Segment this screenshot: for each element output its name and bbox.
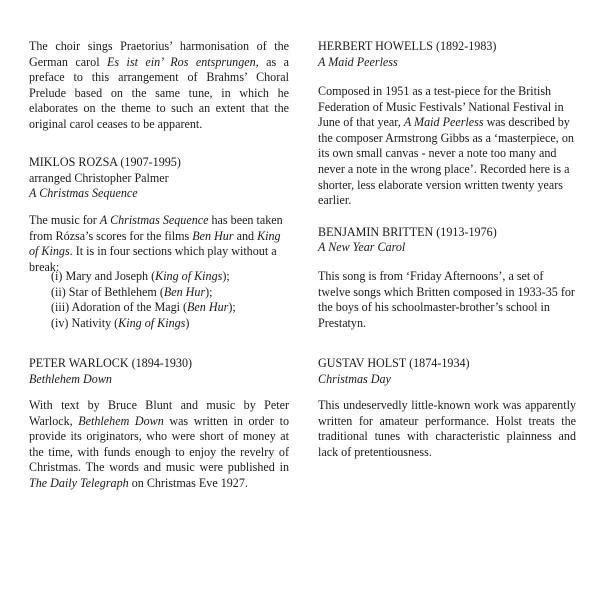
intro-carol-title: Es ist ein’ Ros entsprungen — [107, 54, 256, 69]
list-item: (ii) Star of Bethlehem (Ben Hur); — [51, 284, 213, 299]
britten-dates: (1913-1976) — [436, 225, 497, 239]
brahms-intro-paragraph — [29, 39, 289, 133]
rozsa-desc-4: . It is in four sections which play without a break: — [29, 244, 277, 274]
warlock-dates: (1894-1930) — [131, 356, 193, 370]
list-item: (i) Mary and Joseph (King of Kings); — [51, 269, 230, 283]
warlock-desc-1: With text by Bruce Blunt and music by Peter Warlock, — [29, 398, 289, 428]
rozsa-desc-film-b: King of Kings — [29, 228, 281, 259]
howells-description — [318, 84, 576, 209]
rozsa-dates: (1907-1995) — [120, 155, 181, 169]
rozsa-desc-2: has been taken from Rózsa’s scores for the films — [29, 213, 283, 243]
britten-description: This song is from ‘Friday Afternoons’, a set of twelve songs which Britten composed in 1933-35 for the boys of his schoolmaster-brother’s school in Prestatyn. — [318, 269, 575, 330]
rozsa-desc-film-a: Ben Hur — [192, 228, 234, 243]
rozsa-arranger: arranged Christopher Palmer — [29, 171, 169, 185]
holst-work-title: Christmas Day — [318, 372, 391, 386]
rozsa-desc-1: The music for — [29, 213, 100, 227]
list-item: (iv) Nativity (King of Kings) — [51, 315, 190, 330]
howells-heading — [318, 39, 496, 55]
rozsa-desc-3: and — [233, 228, 258, 243]
howells-desc-1: Composed in 1951 as a test-piece for the British Federation of Music Festivals’ National Festival in June of that year, — [318, 84, 564, 130]
howells-work-title: A Maid Peerless — [318, 55, 398, 69]
rozsa-composer-name: MIKLOS ROZSA — [29, 155, 118, 169]
howells-composer-name: HERBERT HOWELLS — [318, 39, 433, 53]
rozsa-sections-list — [51, 269, 236, 331]
rozsa-heading — [29, 155, 181, 171]
rozsa-desc-work: A Christmas Sequence — [99, 213, 209, 227]
warlock-desc-2: was written in order to provide its originators, who were short of money at the time, with funds enough to enjoy the revelry of Christmas. The words and music were published in — [29, 413, 289, 475]
britten-composer-name: BENJAMIN BRITTEN — [318, 225, 434, 239]
britten-heading — [318, 225, 497, 241]
warlock-desc-newspaper: The Daily Telegraph — [29, 475, 129, 490]
rozsa-work-title: A Christmas Sequence — [29, 186, 138, 200]
howells-desc-2: was described by the composer Armstrong Gibbs as a ‘masterpiece, on its own small canvas - never a note too many and never a note in the wrong place’. Recorded here is a shorter, less elaborate version written twenty years earlier. — [318, 115, 574, 208]
intro-text-1: The choir sings Praetorius’ harmonisation of the German carol — [29, 39, 289, 69]
howells-desc-work: A Maid Peerless — [403, 115, 484, 130]
rozsa-description — [29, 213, 289, 275]
britten-work-title: A New Year Carol — [318, 240, 406, 254]
holst-heading — [318, 356, 470, 372]
holst-description: This undeservedly little-known work was apparently written for amateur performance. Holst treats the traditional tunes with characteristic plainness and lack of pretentiousness. — [318, 398, 576, 459]
list-item: (iii) Adoration of the Magi (Ben Hur); — [51, 300, 236, 315]
warlock-composer-name: PETER WARLOCK — [29, 356, 129, 370]
holst-composer-name: GUSTAV HOLST — [318, 356, 407, 370]
warlock-desc-work: Bethlehem Down — [78, 413, 164, 428]
warlock-desc-3: on Christmas Eve 1927. — [128, 475, 248, 490]
holst-dates: (1874-1934) — [409, 356, 470, 370]
warlock-work-title: Bethlehem Down — [29, 372, 112, 386]
howells-dates: (1892-1983) — [435, 39, 497, 53]
warlock-heading — [29, 356, 192, 372]
intro-text-2: , as a preface to this arrangement of Brahms’ Choral Prelude based on the same tune, in which he elaborates on the theme to such an extent that the original carol ceases to be apparent. — [29, 54, 289, 131]
warlock-description — [29, 398, 289, 492]
